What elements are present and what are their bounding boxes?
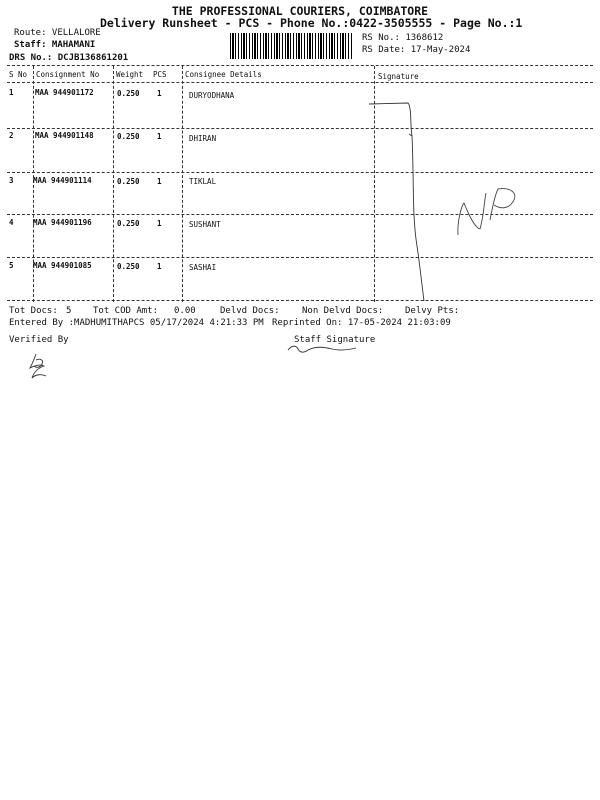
col-header-pcs: PCS — [153, 70, 167, 79]
row-weight: 0.250 — [117, 262, 140, 271]
row-consignee: TIKLAL — [189, 177, 217, 186]
row-pcs: 1 — [157, 262, 162, 271]
row-pcs: 1 — [157, 177, 162, 186]
row-consignee: DHIRAN — [189, 134, 217, 143]
runsheet-title: Delivery Runsheet - PCS - Phone No.:0422-3505555 - Page No.:1 — [100, 16, 523, 30]
col-header-consignment: Consignment No — [36, 70, 100, 79]
total-docs-value: 5 — [66, 306, 72, 316]
non-delivered-docs-label: Non Delvd Docs: — [302, 306, 384, 316]
delivery-points-label: Delvy Pts: — [405, 306, 460, 316]
row-weight: 0.250 — [117, 132, 140, 141]
row-consignee: DURYODHANA — [189, 91, 235, 100]
row-consignment-no: MAA 944901085 — [33, 261, 92, 270]
row-sno: 5 — [9, 261, 14, 270]
verifier-signature — [26, 352, 52, 382]
delivered-docs-label: Delvd Docs: — [220, 306, 280, 316]
header-divider — [7, 65, 593, 66]
staff-signature-label: Staff Signature — [294, 335, 376, 345]
row-consignee: SUSHANT — [189, 220, 221, 229]
col-header-weight: Weight — [116, 70, 144, 79]
column-header-divider — [7, 82, 593, 83]
company-title: THE PROFESSIONAL COURIERS, COIMBATORE — [171, 4, 429, 18]
row-sno: 3 — [9, 176, 14, 185]
row-consignment-no: MAA 944901114 — [33, 176, 92, 185]
staff-signature-scribble — [286, 342, 366, 358]
col-header-signature: Signature — [378, 72, 419, 81]
row-consignment-no: MAA 944901172 — [35, 88, 94, 97]
row-pcs: 1 — [157, 132, 162, 141]
row-consignee: SASHAI — [189, 263, 217, 272]
row-weight: 0.250 — [117, 219, 140, 228]
row-consignment-no: MAA 944901148 — [35, 131, 94, 140]
total-cod-value: 0.00 — [174, 306, 196, 316]
staff-label: Staff: MAHAMANI — [14, 40, 96, 50]
total-cod-label: Tot COD Amt: — [93, 306, 159, 316]
col-header-sno: S No — [9, 70, 28, 79]
rs-date: RS Date: 17-May-2024 — [362, 45, 471, 55]
row-pcs: 1 — [157, 89, 162, 98]
row-weight: 0.250 — [117, 89, 140, 98]
drs-number: DRS No.: DCJB136861201 — [9, 53, 129, 63]
column-divider — [113, 66, 114, 302]
col-header-consignee: Consignee Details — [185, 70, 262, 79]
reprinted-on: Reprinted On: 17-05-2024 21:03:09 — [272, 318, 451, 328]
route-label: Route: VELLALORE — [14, 28, 101, 38]
entered-by: Entered By :MADHUMITHAPCS 05/17/2024 4:21:33 PM — [9, 318, 264, 328]
total-docs-label: Tot Docs: — [9, 306, 58, 316]
row-weight: 0.250 — [117, 177, 140, 186]
handwritten-np-mark — [450, 185, 530, 240]
row-sno: 1 — [9, 88, 14, 97]
column-divider — [182, 66, 183, 302]
row-sno: 2 — [9, 131, 14, 140]
row-sno: 4 — [9, 218, 14, 227]
barcode-image — [230, 33, 353, 59]
row-pcs: 1 — [157, 219, 162, 228]
row-consignment-no: MAA 944901196 — [33, 218, 92, 227]
verified-by-label: Verified By — [9, 335, 69, 345]
rs-number: RS No.: 1368612 — [362, 33, 444, 43]
